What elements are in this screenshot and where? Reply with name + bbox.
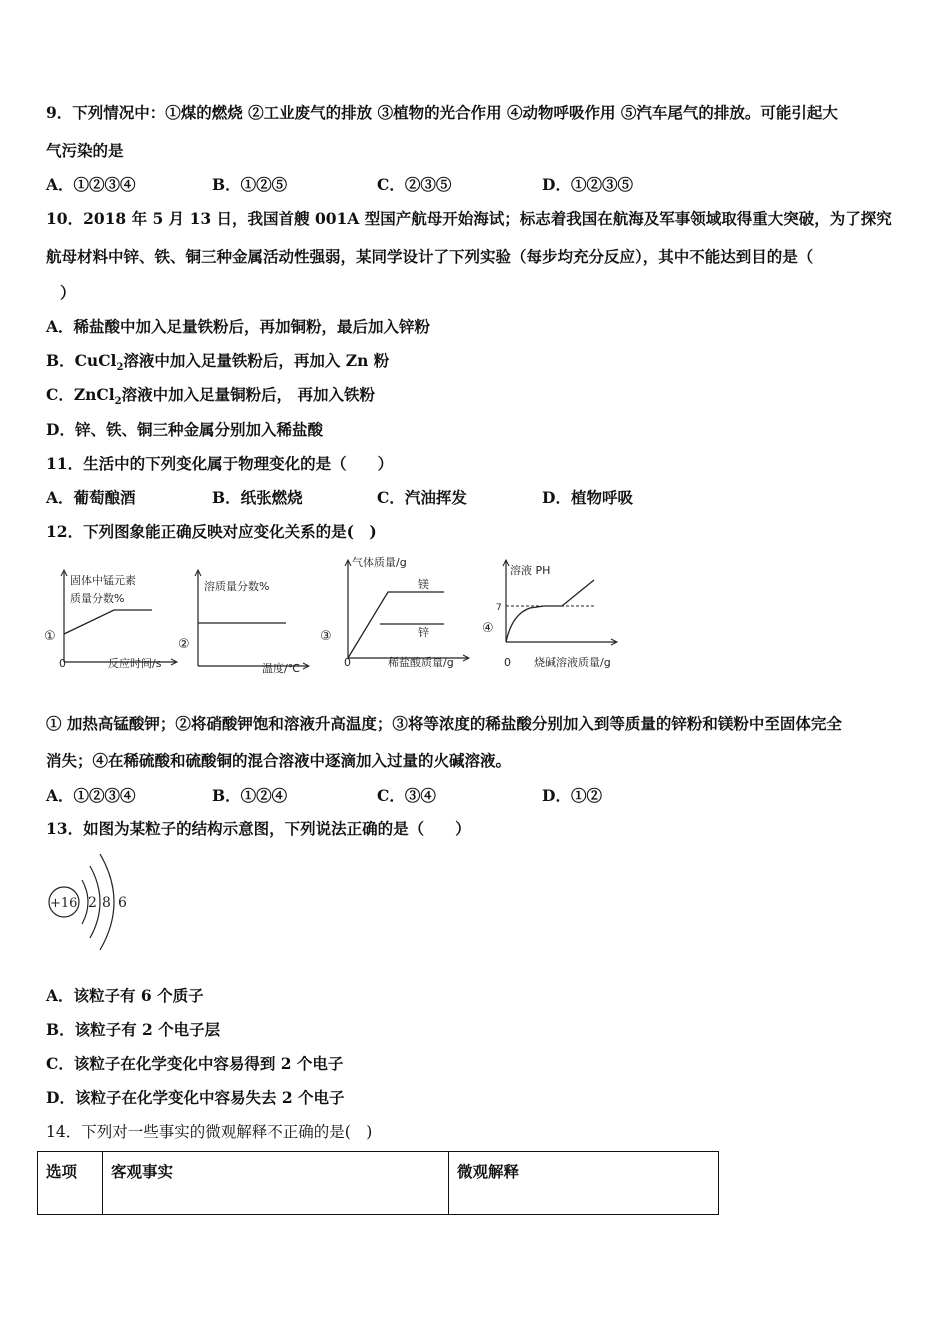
q10-stem-line1: 10．2018 年 5 月 13 日，我国首艘 001A 型国产航母开始海试；标志着我国在航海及军事领域取得重大突破，为了探究 xyxy=(46,209,892,228)
graph4-curve xyxy=(506,580,594,642)
q12-graph-1 xyxy=(44,566,184,674)
q12-desc-line2: 消失；④在稀硫酸和硫酸铜的混合溶液中逐滴加入过量的火碱溶液。 xyxy=(46,751,512,770)
q12-option-c: C．③④ xyxy=(377,786,436,805)
q10-option-a: A．稀盐酸中加入足量铁粉后，再加铜粉，最后加入锌粉 xyxy=(46,317,431,336)
q11-stem: 11．生活中的下列变化属于物理变化的是（ ） xyxy=(46,454,394,473)
q12-graph-3 xyxy=(318,552,473,670)
graph4-number: ④ xyxy=(482,621,494,636)
q13-option-c: C．该粒子在化学变化中容易得到 2 个电子 xyxy=(46,1054,344,1073)
q9-stem-line2: 气污染的是 xyxy=(46,141,124,160)
graph4-xlabel: 烧碱溶液质量/g xyxy=(534,656,611,669)
graph1-ylabel1: 固体中锰元素 xyxy=(70,574,136,587)
q14-header-fact: 客观事实 xyxy=(103,1152,449,1215)
graph3-label-zn: 锌 xyxy=(418,626,429,639)
graph1-curve xyxy=(64,610,152,634)
q10-option-b-sub: 2 xyxy=(116,362,124,374)
q11-option-b: B．纸张燃烧 xyxy=(212,488,303,507)
q9-option-d: D．①②③⑤ xyxy=(542,175,633,194)
q12-option-d: D．①② xyxy=(542,786,602,805)
q13-atom-diagram xyxy=(44,846,144,958)
q12-desc-line1: ① 加热高锰酸钾；②将硝酸钾饱和溶液升高温度；③将等浓度的稀盐酸分别加入到等质量的锌粉和镁粉中至固体完全 xyxy=(46,714,842,733)
q10-option-c-post: 溶液中加入足量铜粉后， 再加入铁粉 xyxy=(121,385,376,404)
q14-table-header-row xyxy=(38,1152,719,1215)
q10-option-b-post: 溶液中加入足量铁粉后，再加入 Zn 粉 xyxy=(123,351,390,370)
q13-option-a: A．该粒子有 6 个质子 xyxy=(46,986,204,1005)
q10-stem-line3: ） xyxy=(60,283,76,302)
graph1-xlabel: 反应时间/s xyxy=(108,657,162,670)
q9-option-a: A．①②③④ xyxy=(46,175,136,194)
q10-option-b xyxy=(46,349,389,373)
graph1-number: ① xyxy=(44,629,56,644)
electron-count-2: 8 xyxy=(102,895,111,911)
graph4-origin: 0 xyxy=(504,656,511,669)
q14-header-option: 选项 xyxy=(38,1152,103,1215)
q12-option-b: B．①②④ xyxy=(212,786,288,805)
graph3-curve-mg xyxy=(348,592,444,658)
q12-stem: 12．下列图象能正确反映对应变化关系的是( ) xyxy=(46,522,377,541)
q12-graph-2 xyxy=(176,566,316,674)
graph4-tick-7: 7 xyxy=(496,603,502,613)
q9-stem-line1: 9．下列情况中：①煤的燃烧 ②工业废气的排放 ③植物的光合作用 ④动物呼吸作用 ⑤汽车尾气的排放。可能引起大 xyxy=(46,103,838,122)
q11-option-c: C．汽油挥发 xyxy=(377,488,467,507)
graph4-ylabel: 溶液 PH xyxy=(510,564,551,577)
q10-option-c xyxy=(46,383,375,407)
q14-table xyxy=(37,1151,719,1215)
q12-graph-4 xyxy=(482,556,622,672)
graph3-ylabel: 气体质量/g xyxy=(352,556,407,569)
q11-option-d: D．植物呼吸 xyxy=(542,488,633,507)
nucleus-charge: +16 xyxy=(50,896,78,911)
graph3-number: ③ xyxy=(320,629,332,644)
q9-option-b: B．①②⑤ xyxy=(212,175,288,194)
q10-option-c-sub: 2 xyxy=(114,396,122,408)
graph3-label-mg: 镁 xyxy=(418,578,429,591)
q10-option-c-pre: C．ZnCl xyxy=(46,385,115,404)
graph1-origin: 0 xyxy=(59,657,66,670)
q13-stem: 13．如图为某粒子的结构示意图，下列说法正确的是（ ） xyxy=(46,819,471,838)
electron-count-1: 2 xyxy=(88,895,97,911)
q10-option-d: D．锌、铁、铜三种金属分别加入稀盐酸 xyxy=(46,420,323,439)
q10-option-b-pre: B．CuCl xyxy=(46,351,117,370)
electron-count-3: 6 xyxy=(118,895,127,911)
q12-option-a: A．①②③④ xyxy=(46,786,136,805)
graph3-xlabel: 稀盐酸质量/g xyxy=(388,656,454,669)
graph2-xlabel: 温度/℃ xyxy=(262,662,301,674)
q14-stem: 14．下列对一些事实的微观解释不正确的是( ) xyxy=(46,1123,373,1141)
q14-header-explanation: 微观解释 xyxy=(449,1152,719,1215)
q9-option-c: C．②③⑤ xyxy=(377,175,452,194)
graph1-ylabel2: 质量分数% xyxy=(70,592,125,605)
graph2-ylabel: 溶质量分数% xyxy=(204,580,270,593)
graph3-origin: 0 xyxy=(344,656,351,669)
q13-option-b: B．该粒子有 2 个电子层 xyxy=(46,1020,221,1039)
graph2-number: ② xyxy=(178,637,190,652)
q10-stem-line2: 航母材料中锌、铁、铜三种金属活动性强弱，某同学设计了下列实验（每步均充分反应），其中不能达到目的是（ xyxy=(46,247,814,266)
q13-option-d: D．该粒子在化学变化中容易失去 2 个电子 xyxy=(46,1088,345,1107)
q11-option-a: A．葡萄酿酒 xyxy=(46,488,136,507)
